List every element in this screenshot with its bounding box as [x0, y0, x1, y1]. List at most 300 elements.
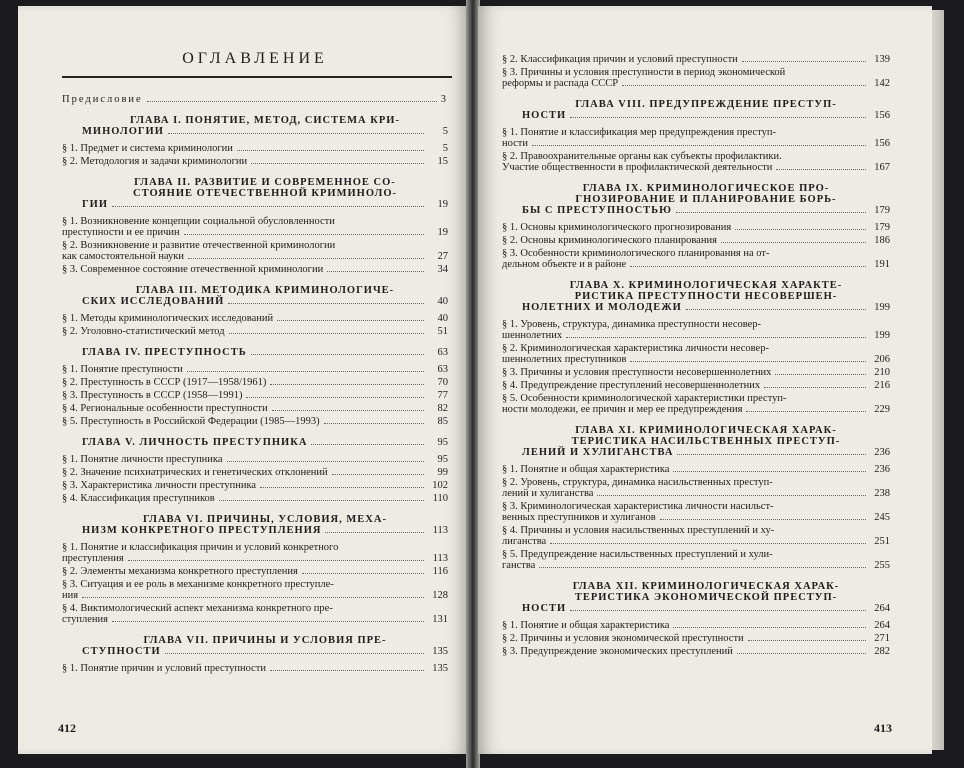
toc-entry-line	[62, 553, 448, 564]
toc-entry-title: § 5. Особенности криминологической характеристики преступ-	[502, 393, 787, 404]
chapter-heading-last	[62, 646, 448, 657]
leader-dots	[686, 302, 866, 310]
leader-dots	[147, 94, 437, 102]
toc-entry-page: 245	[874, 512, 890, 523]
leader-dots	[742, 61, 866, 62]
toc-entry-page: 251	[874, 536, 890, 547]
toc-entry-line	[502, 536, 890, 547]
chapter-heading-last	[62, 347, 448, 358]
toc-entry-line	[62, 579, 448, 590]
toc-entry-page: 95	[437, 454, 448, 465]
toc-entry-title-cont: шеннолетних преступников	[502, 354, 627, 365]
toc-entry-title: § 3. Преступность в СССР (1958—1991)	[62, 390, 243, 401]
leader-dots	[311, 437, 424, 445]
toc-entry-line	[502, 330, 890, 341]
toc-entry-page: 236	[874, 464, 890, 475]
toc-entry-line	[502, 501, 890, 512]
leader-dots	[566, 337, 866, 338]
toc-entry-line	[502, 560, 890, 571]
toc-entry-line	[62, 480, 448, 491]
toc-entry-line	[62, 663, 448, 674]
chapter-heading: ГЛАВА VIII. ПРЕДУПРЕЖДЕНИЕ ПРЕСТУП-	[575, 99, 837, 110]
toc-entry-title: § 2. Уровень, структура, динамика насильственных преступ-	[502, 477, 773, 488]
toc-entry-title: § 2. Методология и задачи криминологии	[62, 156, 248, 167]
toc-entry-page: 282	[874, 646, 890, 657]
toc-entry	[502, 549, 890, 571]
toc-entry-line	[62, 216, 448, 227]
chapter-block	[502, 99, 890, 173]
chapter-sections	[502, 127, 890, 173]
toc-entry	[502, 54, 890, 65]
toc-entry-title: § 3. Предупреждение экономических преступлений	[502, 646, 733, 657]
toc-entry-title: § 5. Предупреждение насильственных преступлений и хули-	[502, 549, 773, 560]
chapter-heading: ГЛАВА III. МЕТОДИКА КРИМИНОЛОГИЧЕ-	[135, 285, 395, 296]
toc-entry-line	[502, 259, 890, 270]
chapter-page: 236	[874, 447, 890, 458]
toc-entry-page: 271	[874, 633, 890, 644]
toc-entry-page: 206	[874, 354, 890, 365]
toc-entry-page: 113	[432, 553, 448, 564]
toc-entry-line	[502, 404, 890, 415]
chapter-block	[62, 437, 448, 504]
leader-dots	[748, 640, 866, 641]
toc-entry	[62, 579, 448, 601]
toc-entry-line	[62, 251, 448, 262]
toc-entry-title-cont: ступления	[62, 614, 108, 625]
toc-entry-page: 131	[432, 614, 448, 625]
toc-entry	[62, 663, 448, 674]
toc-entry	[62, 264, 448, 275]
leader-dots	[775, 374, 866, 375]
toc-entry-line	[502, 354, 890, 365]
toc-entry-line	[62, 326, 448, 337]
leader-dots	[622, 85, 866, 86]
toc-entry	[502, 633, 890, 644]
leader-dots	[630, 361, 866, 362]
toc-entry	[502, 151, 890, 173]
toc-entry-page: 210	[874, 367, 890, 378]
left-toc	[62, 6, 448, 674]
chapter-heading: ЛЕНИЙ И ХУЛИГАНСТВА	[522, 447, 674, 458]
toc-entry-line	[502, 367, 890, 378]
toc-entry-title: § 3. Криминологическая характеристика личности насильст-	[502, 501, 774, 512]
toc-entry-line	[502, 222, 890, 233]
toc-entry-page: 191	[874, 259, 890, 270]
toc-entry	[62, 542, 448, 564]
toc-entry-page: 139	[874, 54, 890, 65]
left-chapters	[62, 115, 448, 674]
toc-entry	[62, 454, 448, 465]
toc-entry-page: 167	[874, 162, 890, 173]
toc-entry-line	[502, 525, 890, 536]
toc-entry-title: § 4. Виктимологический аспект механизма конкретного пре-	[62, 603, 333, 614]
chapter-block	[502, 280, 890, 415]
chapter-page: 40	[437, 296, 448, 307]
toc-entry-page: 238	[874, 488, 890, 499]
toc-entry-line	[62, 156, 448, 167]
chapter-heading: ГЛАВА V. ЛИЧНОСТЬ ПРЕСТУПНИКА	[82, 437, 308, 448]
right-toc	[502, 52, 890, 657]
leader-dots	[673, 471, 866, 472]
toc-entry	[62, 156, 448, 167]
toc-entry-line	[62, 614, 448, 625]
toc-entry-title: § 3. Современное состояние отечественной криминологии	[62, 264, 324, 275]
leader-dots	[660, 519, 866, 520]
toc-entry-line	[62, 377, 448, 388]
leader-dots	[597, 495, 866, 496]
chapter-heading: РИСТИКА ПРЕСТУПНОСТИ НЕСОВЕРШЕН-	[574, 291, 838, 302]
leader-dots	[532, 145, 866, 146]
toc-entry-line	[502, 67, 890, 78]
toc-entry-line	[502, 393, 890, 404]
chapter-heading: МИНОЛОГИИ	[82, 126, 164, 137]
toc-entry-line	[62, 364, 448, 375]
chapter-sections	[62, 454, 448, 504]
page-edges	[932, 10, 944, 750]
leader-dots	[82, 597, 424, 598]
toc-entry-line	[62, 493, 448, 504]
chapter-sections	[62, 663, 448, 674]
chapter-sections	[62, 313, 448, 337]
toc-entry-title-cont: преступности и ее причин	[62, 227, 180, 238]
toc-entry-title: § 2. Правоохранительные органы как субъекты профилактики.	[502, 151, 782, 162]
toc-entry-title-cont: ности	[502, 138, 528, 149]
toc-entry-line	[62, 264, 448, 275]
chapter-block	[502, 425, 890, 571]
toc-entry-line	[502, 549, 890, 560]
chapter-block	[62, 635, 448, 674]
chapter-heading: ГЛАВА XII. КРИМИНОЛОГИЧЕСКАЯ ХАРАК-	[572, 581, 840, 592]
toc-entry-line	[502, 248, 890, 259]
chapter-page: 63	[437, 347, 448, 358]
toc-entry-line	[62, 454, 448, 465]
toc-entry-title: § 1. Предмет и система криминологии	[62, 143, 233, 154]
toc-entry-title-cont: как самостоятельной науки	[62, 251, 185, 262]
leader-dots	[272, 410, 424, 411]
toc-entry-title: § 2. Причины и условия экономической преступности	[502, 633, 744, 644]
toc-entry	[62, 390, 448, 401]
toc-entry-page: 34	[437, 264, 448, 275]
chapter-heading-last	[502, 603, 890, 614]
toc-entry	[502, 525, 890, 547]
leader-dots	[721, 242, 866, 243]
toc-entry-title: § 3. Причины и условия преступности несовершеннолетних	[502, 367, 772, 378]
toc-entry-line	[62, 390, 448, 401]
toc-entry-line	[502, 138, 890, 149]
toc-entry-page: 255	[874, 560, 890, 571]
toc-entry-page: 5	[442, 143, 448, 154]
toc-entry-line	[502, 512, 890, 523]
toc-entry-line	[62, 603, 448, 614]
toc-entry	[62, 416, 448, 427]
leader-dots	[251, 347, 424, 355]
page-title: ОГЛАВЛЕНИЕ	[182, 50, 328, 67]
toc-entry-line	[502, 343, 890, 354]
toc-entry-page: 51	[437, 326, 448, 337]
toc-entry-title: § 2. Классификация причин и условий преступности	[502, 54, 738, 65]
right-top-items	[502, 54, 890, 89]
toc-entry-title-cont: лиганства	[502, 536, 547, 547]
toc-entry-title: § 4. Предупреждение преступлений несовершеннолетних	[502, 380, 761, 391]
leader-dots	[630, 266, 866, 267]
leader-dots	[764, 387, 866, 388]
toc-entry-title-cont: реформы и распада СССР	[502, 78, 619, 89]
toc-entry-line	[62, 566, 448, 577]
chapter-sections	[502, 464, 890, 571]
toc-entry-title-cont: ности молодежи, ее причин и мер ее предупреждения	[502, 404, 743, 415]
page-number-right: 413	[874, 721, 892, 735]
chapter-sections	[62, 216, 448, 275]
toc-entry-title: § 3. Особенности криминологического планирования на от-	[502, 248, 770, 259]
toc-entry	[62, 493, 448, 504]
toc-entry	[502, 501, 890, 523]
leader-dots	[270, 670, 424, 671]
toc-entry-line	[62, 227, 448, 238]
chapter-heading: ТЕРИСТИКА ЭКОНОМИЧЕСКОЙ ПРЕСТУП-	[574, 592, 838, 603]
leader-dots	[260, 487, 424, 488]
chapter-heading: ГЛАВА II. РАЗВИТИЕ И СОВРЕМЕННОЕ СО-	[134, 177, 396, 188]
toc-entry-title: § 3. Причины и условия преступности в период экономической	[502, 67, 786, 78]
toc-entry-page: 135	[432, 663, 448, 674]
toc-entry-title-cont: преступления	[62, 553, 124, 564]
toc-entry-title: § 2. Преступность в СССР (1917—1958/1961)	[62, 377, 267, 388]
toc-entry-line	[502, 646, 890, 657]
chapter-heading-last	[502, 302, 890, 313]
toc-entry-title: § 1. Методы криминологических исследований	[62, 313, 274, 324]
chapter-block	[62, 514, 448, 625]
chapter-heading: ГИИ	[82, 199, 109, 210]
toc-entry-title: § 2. Основы криминологического планирования	[502, 235, 717, 246]
toc-entry-line	[62, 416, 448, 427]
toc-entry-page: 199	[874, 330, 890, 341]
toc-entry-title: § 4. Причины и условия насильственных преступлений и ху-	[502, 525, 775, 536]
leader-dots	[550, 543, 866, 544]
chapter-heading: НОСТИ	[522, 110, 567, 121]
toc-entry-title: § 2. Значение психиатрических и генетических отклонений	[62, 467, 328, 478]
toc-entry	[62, 480, 448, 491]
chapter-heading: ГЛАВА VII. ПРИЧИНЫ И УСЛОВИЯ ПРЕ-	[143, 635, 387, 646]
toc-entry-page: 102	[432, 480, 448, 491]
leader-dots	[570, 603, 866, 611]
toc-entry-page: 110	[432, 493, 448, 504]
leader-dots	[737, 653, 866, 654]
toc-entry-title: § 1. Понятие причин и условий преступности	[62, 663, 267, 674]
leader-dots	[219, 500, 424, 501]
toc-entry-line	[502, 54, 890, 65]
toc-entry-title: § 1. Понятие и общая характеристика	[502, 620, 670, 631]
chapter-heading: ГЛАВА VI. ПРИЧИНЫ, УСЛОВИЯ, МЕХА-	[143, 514, 387, 525]
chapter-page: 19	[437, 199, 448, 210]
toc-entry	[502, 380, 890, 391]
chapter-heading: ТЕРИСТИКА НАСИЛЬСТВЕННЫХ ПРЕСТУП-	[571, 436, 841, 447]
toc-preface	[62, 94, 448, 105]
toc-entry-page: 63	[437, 364, 448, 375]
toc-entry-page: 156	[874, 138, 890, 149]
chapter-heading-last	[502, 110, 890, 121]
leader-dots	[246, 397, 424, 398]
toc-entry-page: 85	[437, 416, 448, 427]
chapter-heading: ГЛАВА X. КРИМИНОЛОГИЧЕСКАЯ ХАРАКТЕ-	[569, 280, 843, 291]
leader-dots	[112, 199, 424, 207]
leader-dots	[184, 234, 424, 235]
toc-entry-page: 15	[437, 156, 448, 167]
chapter-page: 199	[874, 302, 890, 313]
toc-entry	[502, 343, 890, 365]
toc-entry-line	[502, 162, 890, 173]
chapter-block	[62, 347, 448, 427]
toc-entry-title-cont: Участие общественности в профилактической деятельности	[502, 162, 773, 173]
toc-entry	[62, 143, 448, 154]
leader-dots	[302, 573, 424, 574]
toc-entry-line	[62, 143, 448, 154]
toc-entry-line	[62, 590, 448, 601]
chapter-heading-last	[62, 525, 448, 536]
toc-entry	[502, 477, 890, 499]
left-page	[18, 6, 468, 754]
chapter-block	[502, 183, 890, 270]
toc-entry	[62, 326, 448, 337]
leader-dots	[251, 163, 424, 164]
toc-entry-line	[502, 380, 890, 391]
toc-entry-line	[62, 240, 448, 251]
toc-entry-title: § 2. Возникновение и развитие отечественной криминологии	[62, 240, 336, 251]
toc-entry	[502, 222, 890, 233]
chapter-page: 135	[432, 646, 448, 657]
leader-dots	[539, 567, 866, 568]
toc-entry-line	[502, 235, 890, 246]
toc-entry-title: § 4. Региональные особенности преступности	[62, 403, 268, 414]
chapter-sections	[502, 319, 890, 415]
toc-entry-title: § 2. Уголовно-статистический метод	[62, 326, 225, 337]
chapter-sections	[62, 364, 448, 427]
toc-entry-title-cont: дельном объекте и в районе	[502, 259, 627, 270]
toc-entry	[502, 319, 890, 341]
chapter-heading-last	[62, 437, 448, 448]
chapter-sections	[502, 620, 890, 657]
toc-entry-line	[502, 488, 890, 499]
leader-dots	[570, 110, 866, 118]
leader-dots	[227, 461, 424, 462]
toc-entry-title: § 2. Элементы механизма конкретного преступления	[62, 566, 298, 577]
toc-entry-title: § 1. Понятие преступности	[62, 364, 183, 375]
leader-dots	[165, 646, 424, 654]
leader-dots	[676, 205, 866, 213]
toc-entry-page: 116	[432, 566, 448, 577]
toc-entry-title: § 1. Понятие личности преступника	[62, 454, 223, 465]
leader-dots	[776, 169, 866, 170]
page-number-left: 412	[58, 721, 76, 735]
right-page	[478, 6, 932, 754]
toc-entry-title-cont: шеннолетних	[502, 330, 563, 341]
leader-dots	[332, 474, 424, 475]
leader-dots	[228, 296, 424, 304]
chapter-heading: СТОЯНИЕ ОТЕЧЕСТВЕННОЙ КРИМИНОЛО-	[133, 188, 397, 199]
toc-entry	[502, 235, 890, 246]
toc-entry-page: 99	[437, 467, 448, 478]
toc-entry	[502, 67, 890, 89]
chapter-page: 113	[432, 525, 448, 536]
leader-dots	[277, 320, 424, 321]
toc-entry-title: § 1. Уровень, структура, динамика преступности несовер-	[502, 319, 762, 330]
toc-entry-page: 264	[874, 620, 890, 631]
toc-entry	[502, 367, 890, 378]
chapter-page: 264	[874, 603, 890, 614]
toc-entry-title: § 1. Понятие и классификация причин и условий конкретного	[62, 542, 339, 553]
toc-entry	[62, 467, 448, 478]
toc-entry-page: 40	[437, 313, 448, 324]
leader-dots	[327, 271, 424, 272]
toc-entry-title-cont: венных преступников и хулиганов	[502, 512, 656, 523]
toc-entry-title: § 1. Понятие и классификация мер предупреждения преступ-	[502, 127, 776, 138]
leader-dots	[237, 150, 424, 151]
chapter-page: 156	[874, 110, 890, 121]
chapter-heading-last	[62, 126, 448, 137]
leader-dots	[112, 621, 424, 622]
toc-entry-page: 179	[874, 222, 890, 233]
chapter-heading: ГЛАВА XI. КРИМИНОЛОГИЧЕСКАЯ ХАРАК-	[575, 425, 837, 436]
toc-entry-title: § 5. Преступность в Российской Федерации (1985—1993)	[62, 416, 320, 427]
right-chapters	[502, 99, 890, 657]
toc-entry-title-cont: ния	[62, 590, 79, 601]
toc-entry-page: 70	[437, 377, 448, 388]
toc-entry-page: 142	[874, 78, 890, 89]
leader-dots	[168, 126, 424, 134]
toc-entry	[502, 646, 890, 657]
toc-entry-line	[502, 633, 890, 644]
chapter-page: 5	[442, 126, 448, 137]
toc-entry	[502, 248, 890, 270]
chapter-heading: ГЛАВА I. ПОНЯТИЕ, МЕТОД, СИСТЕМА КРИ-	[130, 115, 400, 126]
chapter-heading: БЫ С ПРЕСТУПНОСТЬЮ	[522, 205, 672, 216]
leader-dots	[187, 371, 424, 372]
chapter-heading: СТУПНОСТИ	[82, 646, 161, 657]
toc-entry-page: 82	[437, 403, 448, 414]
toc-entry	[62, 313, 448, 324]
chapter-sections	[62, 542, 448, 625]
toc-entry-title-cont: ганства	[502, 560, 536, 571]
leader-dots	[324, 423, 424, 424]
toc-entry-title-cont: лений и хулиганства	[502, 488, 594, 499]
leader-dots	[270, 384, 424, 385]
toc-entry-line	[502, 477, 890, 488]
toc-entry-line	[502, 127, 890, 138]
toc-entry-page: 186	[874, 235, 890, 246]
toc-entry-page: 19	[437, 227, 448, 238]
chapter-page: 179	[874, 205, 890, 216]
toc-entry-line	[62, 467, 448, 478]
toc-entry	[62, 603, 448, 625]
leader-dots	[128, 560, 424, 561]
chapter-block	[62, 285, 448, 337]
chapter-block	[62, 177, 448, 275]
title-rule	[62, 76, 452, 78]
toc-entry-line	[62, 542, 448, 553]
toc-entry-line	[502, 78, 890, 89]
chapter-heading: ГЛАВА IX. КРИМИНОЛОГИЧЕСКОЕ ПРО-	[582, 183, 830, 194]
preface-label: Предисловие	[62, 94, 143, 105]
chapter-heading-last	[502, 447, 890, 458]
toc-entry	[502, 127, 890, 149]
leader-dots	[673, 627, 866, 628]
toc-entry	[502, 620, 890, 631]
chapter-heading-last	[62, 199, 448, 210]
toc-entry-page: 216	[874, 380, 890, 391]
toc-entry-title: § 1. Понятие и общая характеристика	[502, 464, 670, 475]
chapter-heading-last	[502, 205, 890, 216]
chapter-heading: ГЛАВА IV. ПРЕСТУПНОСТЬ	[82, 347, 247, 358]
toc-entry	[62, 403, 448, 414]
toc-entry-title: § 3. Характеристика личности преступника	[62, 480, 257, 491]
